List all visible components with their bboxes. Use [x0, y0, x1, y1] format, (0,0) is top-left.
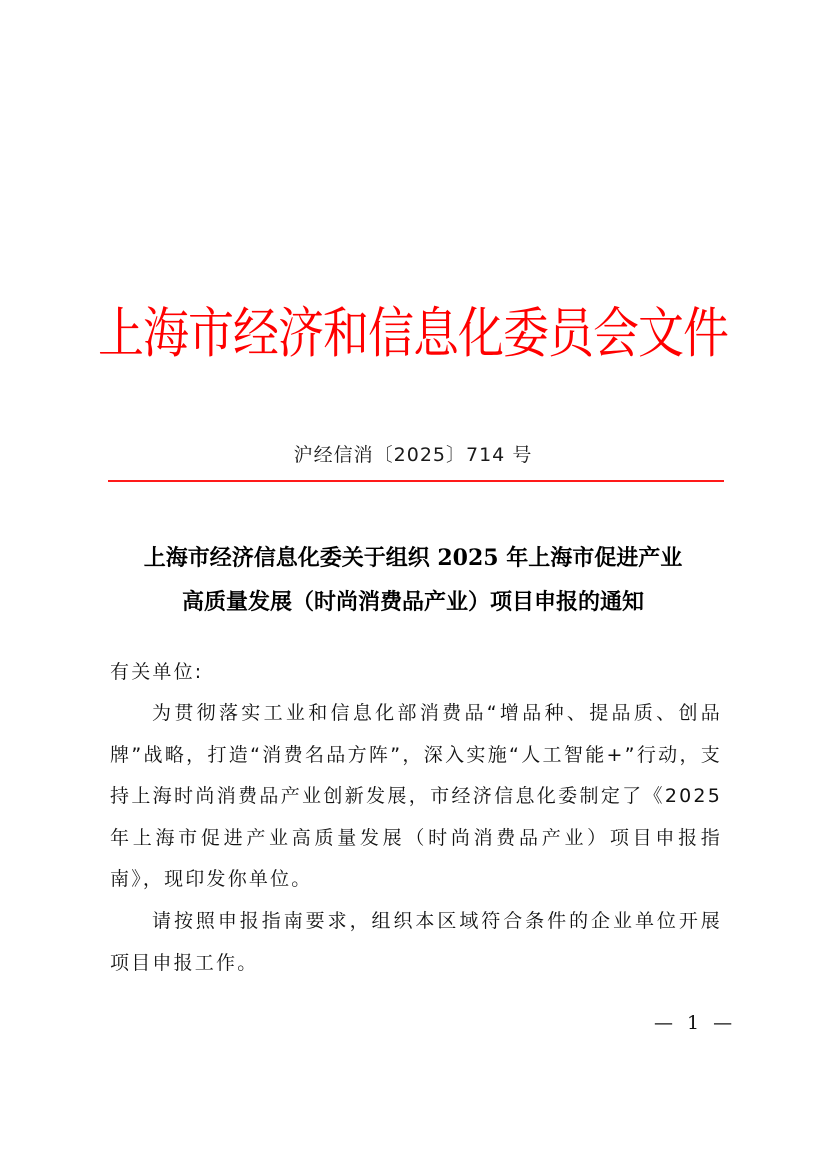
- page-number: — 1 —: [654, 1012, 737, 1034]
- notice-title-line-1: 上海市经济信息化委关于组织 2025 年上海市促进产业: [143, 545, 683, 571]
- salutation: 有关单位:: [110, 661, 204, 683]
- notice-title-line-2: 高质量发展（时尚消费品产业）项目申报的通知: [181, 589, 644, 615]
- masthead-title: 上海市经济和信息化委员会文件: [98, 301, 728, 366]
- body-paragraph-2: 请按照申报指南要求，组织本区域符合条件的企业单位开展项目申报工作。: [110, 910, 722, 974]
- body-paragraph-1: 为贯彻落实工业和信息化部消费品“增品种、提品质、创品牌”战略，打造“消费名品方阵”，深入实施“人工智能+”行动，支持上海时尚消费品产业创新发展，市经济信息化委制定了《2025 年上海市促进产业高质量发展（时尚消费品产业）项目申报指南》，现印发你单位。: [110, 702, 722, 890]
- document-number: 沪经信消〔2025〕714 号: [293, 444, 533, 466]
- red-divider-rule: [108, 480, 724, 482]
- notice-title: [100, 536, 726, 624]
